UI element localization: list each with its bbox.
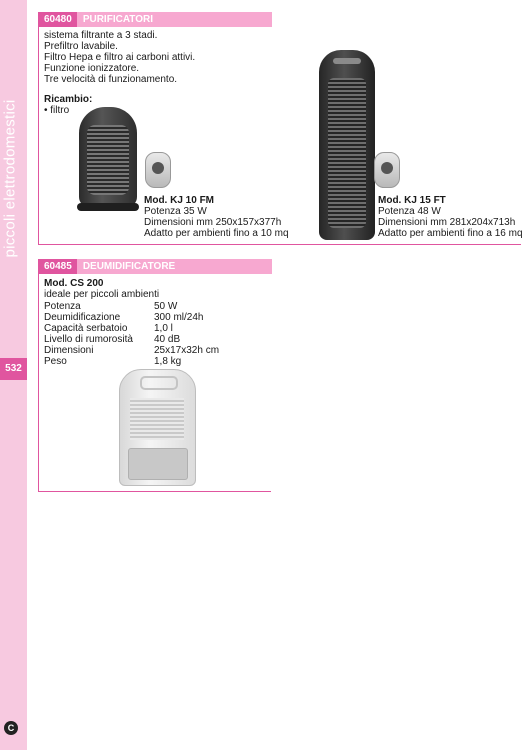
category-label: piccoli elettrodomestici [1, 99, 19, 258]
remote-control-image [374, 152, 400, 188]
dehumidifier-image [119, 369, 196, 486]
page-number: 532 [0, 358, 27, 380]
description-line: sistema filtrante a 3 stadi. [44, 30, 158, 41]
spec-row [44, 334, 219, 345]
product-dimensions: Dimensioni mm 250x157x377h [144, 217, 282, 228]
section-title: PURIFICATORI [82, 14, 153, 25]
spec-value: 1,8 kg [154, 356, 182, 367]
description-line: Funzione ionizzatore. [44, 63, 140, 74]
section-header [39, 12, 272, 27]
section-title: DEUMIDIFICATORE [82, 261, 176, 272]
description-line: Prefiltro lavabile. [44, 41, 118, 52]
product-model: Mod. KJ 10 FM [144, 195, 215, 206]
product-kj10-info [144, 195, 289, 239]
spare-part [44, 94, 92, 116]
description-line: Filtro Hepa e filtro ai carboni attivi. [44, 52, 196, 63]
dehumidifier-info [44, 278, 159, 300]
spec-label: Dimensioni [44, 345, 94, 356]
product-subtitle: ideale per piccoli ambienti [44, 289, 160, 300]
spec-value: 300 ml/24h [154, 312, 204, 323]
product-power: Potenza 35 W [144, 206, 207, 217]
purifier-tall-image [319, 50, 375, 240]
spec-label: Livello di rumorosità [44, 334, 133, 345]
product-rooms: Adatto per ambienti fino a 10 mq [144, 228, 289, 239]
product-model: Mod. CS 200 [44, 278, 104, 289]
spec-value: 25x17x32h cm [154, 345, 220, 356]
product-model: Mod. KJ 15 FT [378, 195, 446, 206]
product-power: Potenza 48 W [378, 206, 441, 217]
brand-logo-icon: C [4, 721, 18, 735]
spare-heading: Ricambio: [44, 94, 93, 105]
product-dimensions: Dimensioni mm 281x204x713h [378, 217, 516, 228]
description [44, 30, 195, 85]
spec-row [44, 301, 219, 312]
spec-label: Potenza [44, 301, 81, 312]
spec-label: Peso [44, 356, 67, 367]
sidebar [0, 0, 27, 750]
remote-control-image [145, 152, 171, 188]
section-deumidificatore [38, 259, 271, 492]
spare-item: • filtro [44, 105, 70, 116]
product-rooms: Adatto per ambienti fino a 16 mq [378, 228, 523, 239]
product-code: 60480 [39, 12, 77, 27]
spec-row [44, 345, 219, 356]
spec-row [44, 323, 219, 334]
spec-label: Deumidificazione [44, 312, 121, 323]
spec-value: 1,0 l [154, 323, 173, 334]
specs-table [44, 301, 219, 367]
section-header [39, 259, 272, 274]
product-code: 60485 [39, 259, 77, 274]
spec-value: 50 W [154, 301, 178, 312]
spec-row [44, 356, 219, 367]
spec-value: 40 dB [154, 334, 181, 345]
spec-row [44, 312, 219, 323]
purifier-small-image [79, 107, 137, 207]
description-line: Tre velocità di funzionamento. [44, 74, 178, 85]
section-purificatori [38, 12, 521, 245]
spec-label: Capacità serbatoio [44, 323, 128, 334]
product-kj15-info [378, 195, 523, 239]
